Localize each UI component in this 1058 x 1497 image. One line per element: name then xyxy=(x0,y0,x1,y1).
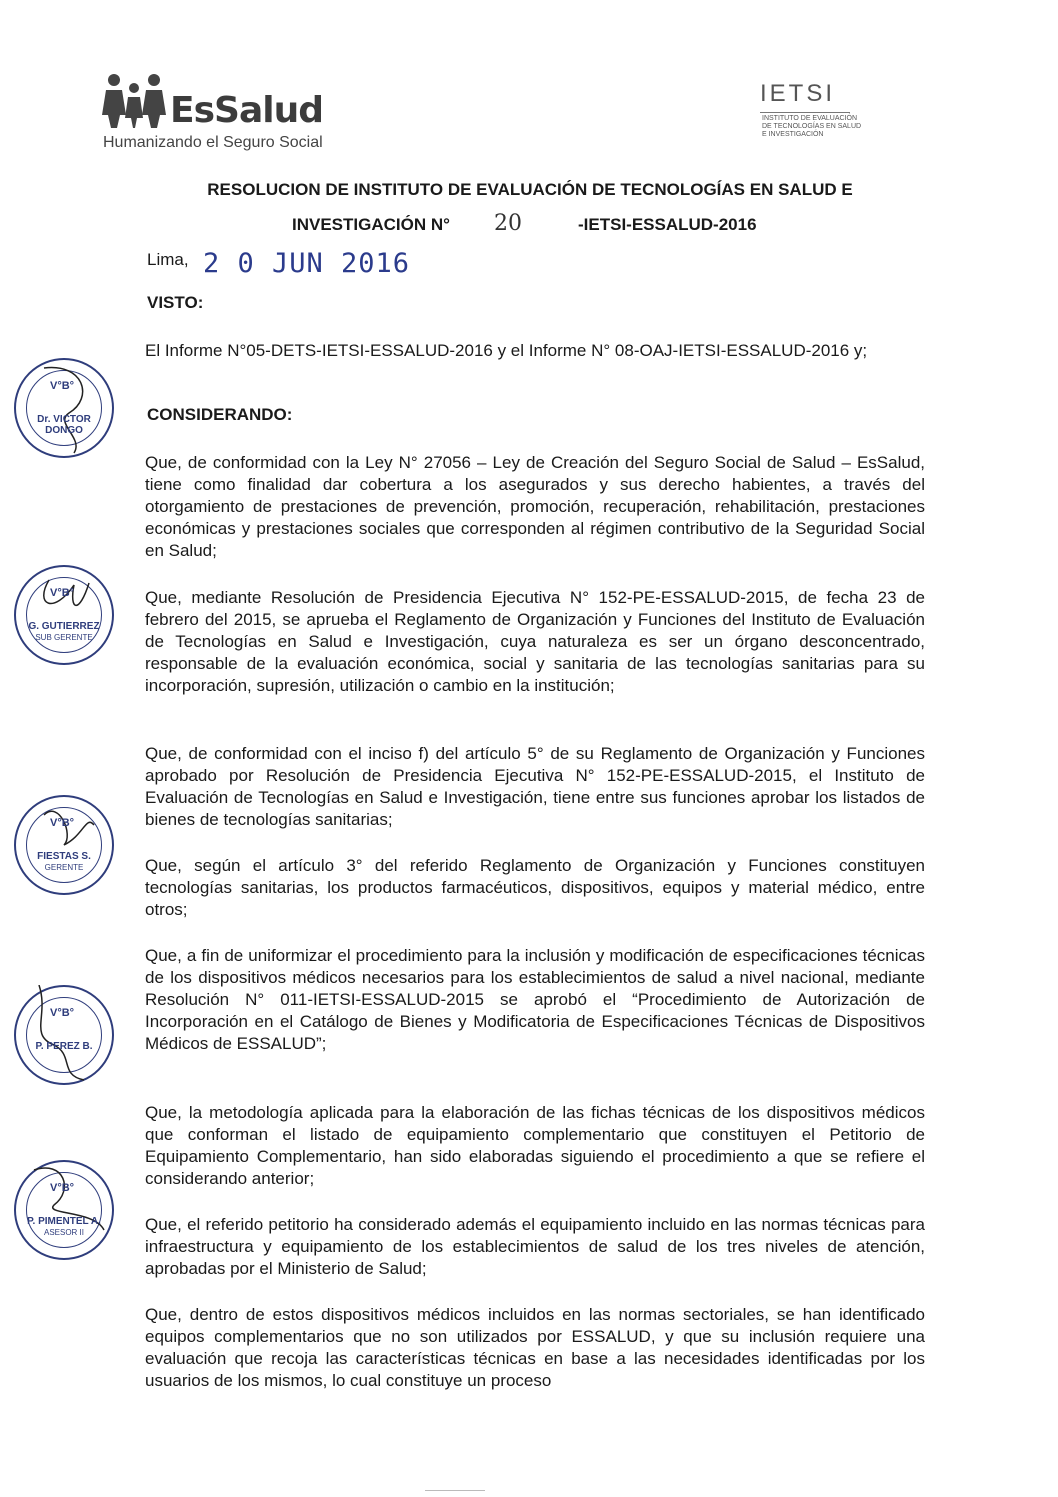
paragraph-1: Que, de conformidad con la Ley N° 27056 – Ley de Creación del Seguro Social de Salud – EsSalud, tiene como finalidad dar cobertura a los asegurados y sus derecho habientes, a través del otorgamiento de prestaciones de prevención, promoción, recuperación, rehabilitación, prestaciones económicas y prestaciones sociales que corresponden al régimen contributivo de la Seguridad Social en Salud; xyxy=(145,453,925,560)
family-icon xyxy=(100,70,170,130)
seal-name: G. GUTIERREZ xyxy=(28,621,100,632)
seal-name: P. PIMENTEL A. xyxy=(27,1216,101,1227)
seal-role: GERENTE xyxy=(44,863,84,872)
approval-seal-1 xyxy=(14,358,114,458)
seal-role: ASESOR II xyxy=(43,1228,84,1237)
seal-name: FIESTAS S. xyxy=(37,851,91,862)
seal-mark: V°B° xyxy=(50,587,75,599)
signature-icon xyxy=(14,565,114,665)
place-label: Lima, xyxy=(147,250,189,269)
paragraph-4: Que, según el artículo 3° del referido Reglamento de Organización y Funciones constituyen tecnologías sanitarias, los productos farmacéuticos, dispositivos, equipos y material médico, entre otros; xyxy=(145,856,925,919)
signature-icon xyxy=(14,795,114,895)
essalud-tagline: Humanizando el Seguro Social xyxy=(103,134,323,151)
approval-seal-5 xyxy=(14,1160,114,1260)
paragraph-7: Que, el referido petitorio ha considerado además el equipamiento incluido en las normas técnicas para infraestructura y equipamiento de los establecimientos de salud de los tres niveles de atención, aprobadas por el Ministerio de Salud; xyxy=(145,1215,925,1278)
paragraph-3: Que, de conformidad con el inciso f) del artículo 5° de su Reglamento de Organización y Funciones aprobado por Resolución de Presidencia Ejecutiva N° 152-PE-ESSALUD-2015, el Instituto de Evaluación de Tecnologías en Salud e Investigación, tiene entre sus funciones aprobar los listados de bienes de tecnologías sanitarias; xyxy=(145,744,925,829)
seal-mark: V°B° xyxy=(50,380,75,392)
visto-heading: VISTO: xyxy=(147,293,204,312)
seal-name: P. PEREZ B. xyxy=(35,1041,93,1052)
paragraph-5: Que, a fin de uniformizar el procedimiento para la inclusión y modificación de especificaciones técnicas de los dispositivos médicos necesarios para los establecimientos de salud a nivel nacional, mediante Resolución N° 011-IETSI-ESSALUD-2015 se aprobó el “Procedimiento de Autorización de Incorporación en el Catálogo de Bienes y Modificatoria de Especificaciones Técnicas de Dispositivos Médicos de ESSALUD”; xyxy=(145,946,925,1053)
approval-seal-4 xyxy=(14,985,114,1085)
paragraph-2: Que, mediante Resolución de Presidencia Ejecutiva N° 152-PE-ESSALUD-2015, de fecha 23 de febrero del 2015, se aprueba el Reglamento de Organización y Funciones del Instituto de Evaluación de Tecnologías en Salud e Investigación, cuya naturaleza es ser un órgano desconcentrado, responsable de la evaluación económica, social y sanitaria de las tecnologías sanitarias para su incorporación, supresión, utilización o cambio en la institución; xyxy=(145,588,925,695)
visto-text: El Informe N°05-DETS-IETSI-ESSALUD-2016 y el Informe N° 08-OAJ-IETSI-ESSALUD-2016 y; xyxy=(145,341,868,360)
considerando-heading: CONSIDERANDO: xyxy=(147,405,293,424)
approval-seal-3 xyxy=(14,795,114,895)
ietsi-subtitle: INSTITUTO DE EVALUACIÓN DE TECNOLOGÍAS EN SALUD E INVESTIGACIÓN xyxy=(762,115,862,138)
seal-role: SUB GERENTE xyxy=(35,633,93,642)
ietsi-divider xyxy=(760,112,850,113)
paragraph-6: Que, la metodología aplicada para la elaboración de las fichas técnicas de los dispositivos médicos que conforman el listado de equipamiento complementario que constituyen el Petitorio de Equipamiento Complementario, han sido elaboradas siguiendo el procedimiento a que se refiere el considerando anterior; xyxy=(145,1103,925,1188)
essalud-wordmark: EsSalud xyxy=(170,90,323,131)
seal-mark: V°B° xyxy=(50,817,75,829)
approval-seal-2 xyxy=(14,565,114,665)
paragraph-8: Que, dentro de estos dispositivos médicos incluidos en las normas sectoriales, se han identificado equipos complementarios que no son utilizados por ESSALUD, y que su inclusión requiere una evaluación que recoja las características técnicas en base a las necesidades identificadas por los usuarios de los mismos, lo cual constituye un proceso xyxy=(145,1305,925,1390)
seal-mark: V°B° xyxy=(50,1007,75,1019)
date-stamp: 2 0 JUN 2016 xyxy=(203,248,411,279)
essalud-logo xyxy=(100,70,340,155)
ietsi-wordmark: IETSI xyxy=(760,80,836,107)
signature-icon xyxy=(14,358,114,458)
signature-icon xyxy=(14,1160,114,1260)
seal-name: Dr. VICTOR DONGO xyxy=(37,414,91,436)
page-footer-line xyxy=(425,1490,485,1491)
seal-mark: V°B° xyxy=(50,1182,75,1194)
resolution-number: 20 xyxy=(494,211,522,236)
ietsi-logo xyxy=(760,80,880,160)
resolution-title-line1: RESOLUCION DE INSTITUTO DE EVALUACIÓN DE TECNOLOGÍAS EN SALUD E xyxy=(207,180,853,199)
signature-icon xyxy=(14,985,114,1085)
resolution-title-prefix: INVESTIGACIÓN N° xyxy=(292,215,450,234)
resolution-title-suffix: -IETSI-ESSALUD-2016 xyxy=(578,215,757,234)
